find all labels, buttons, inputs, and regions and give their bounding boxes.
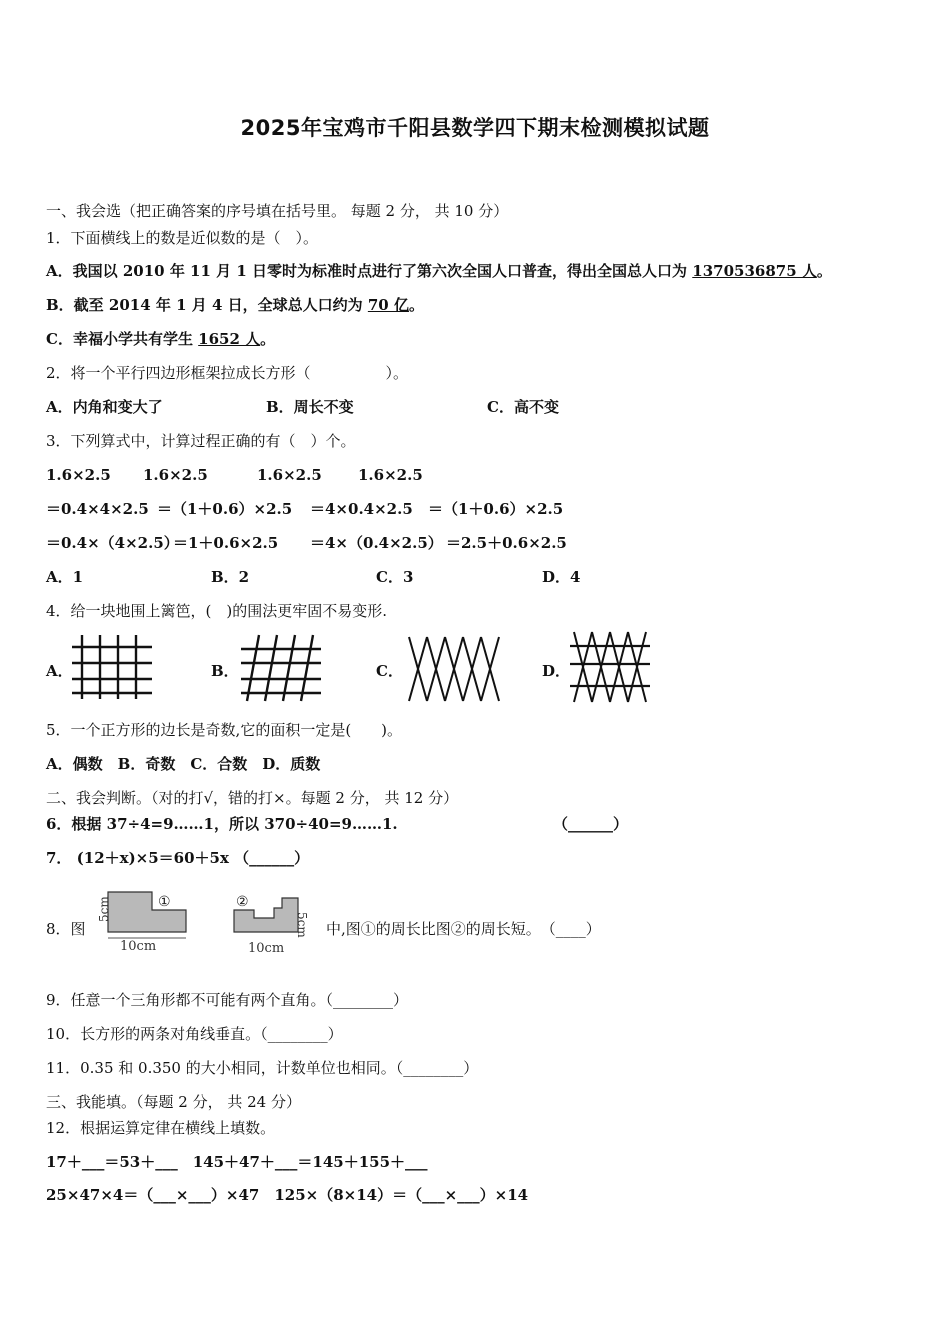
q4-label-d: D． [542, 662, 571, 680]
q8-fig2-height: 5cm [295, 912, 309, 938]
q3-r2-c1: ＝0.4×4×2.5 [46, 500, 149, 518]
q3-r1-c4: 1.6×2.5 [358, 466, 423, 484]
q3-option-d: D．4 [542, 568, 581, 586]
q2-stem: 2．将一个平行四边形框架拉成长方形（ ）。 [46, 364, 409, 382]
q3-r1-c3: 1.6×2.5 [257, 466, 322, 484]
q3-r1-c1: 1.6×2.5 [46, 466, 111, 484]
q4-label-c: C． [376, 662, 403, 680]
q1-b-end: 。 [408, 296, 424, 314]
q1-a-end: 。 [816, 262, 832, 280]
q12-stem: 12．根据运算定律在横线上填数。 [46, 1119, 276, 1137]
q3-r3-c1: ＝0.4×（4×2.5） [46, 534, 179, 552]
q1-b-number: 70 亿 [367, 296, 409, 314]
section-2-header: 二、我会判断。（对的打√，错的打×。每题 2 分， 共 12 分） [46, 789, 459, 807]
page-title: 2025年宝鸡市千阳县数学四下期末检测模拟试题 [240, 116, 710, 140]
q4-label-a: A． [46, 662, 73, 680]
q12-line-1: 17＋___＝53＋___ 145＋47＋___＝145＋155＋___ [46, 1153, 428, 1171]
q8-fig1-width: 10cm [120, 939, 157, 954]
fence-b-slanted-grid [237, 633, 323, 703]
q8-suffix: 中,图①的周长比图②的周长短。 （____） [326, 920, 601, 938]
section-3-header: 三、我能填。（每题 2 分， 共 24 分） [46, 1093, 301, 1111]
q1-option-c [46, 329, 275, 349]
q3-option-a: A．1 [46, 568, 84, 586]
q1-option-b [46, 295, 424, 315]
q8-figure-2 [230, 890, 324, 958]
q1-a-text: A．我国以 2010 年 11 月 1 日零时为标准时点进行了第六次全国人口普查，得出全国总人口为 [46, 262, 693, 280]
q8-fig2-width: 10cm [248, 941, 285, 956]
q3-r3-c4: ＝2.5＋0.6×2.5 [446, 534, 567, 552]
q2-option-a: A．内角和变大了 [46, 398, 163, 416]
q8-fig2-label: ② [236, 894, 249, 910]
q3-option-b: B．2 [211, 568, 250, 586]
q3-r3-c3: ＝4×（0.4×2.5） [310, 534, 443, 552]
fence-c-cross-lattice [405, 633, 505, 705]
q8-figure-1 [88, 888, 194, 956]
q8-prefix: 8．图 [46, 920, 86, 938]
q4-label-b: B． [211, 662, 239, 680]
q2-option-c: C．高不变 [487, 398, 559, 416]
q8-fig1-height: 5cm [97, 896, 111, 922]
q6-answer-blank[interactable]: （______） [553, 815, 629, 833]
q10-stem: 10．长方形的两条对角线垂直。（________） [46, 1025, 343, 1043]
section-1-header: 一、我会选（把正确答案的序号填在括号里。 每题 2 分， 共 10 分） [46, 202, 509, 220]
q7-stem: 7． (12＋x)×5＝60＋5x （______） [46, 849, 310, 867]
q6-stem: 6．根据 37÷4=9……1，所以 370÷40=9……1. [46, 815, 398, 833]
q4-stem: 4．给一块地围上篱笆，( )的围法更牢固不易变形. [46, 602, 388, 620]
q1-b-text: B．截至 2014 年 1 月 4 日，全球总人口约为 [46, 296, 368, 314]
q1-c-end: 。 [260, 330, 276, 348]
q5-options: A．偶数 B．奇数 C．合数 D．质数 [46, 755, 321, 773]
q3-r2-c3: ＝4×0.4×2.5 [310, 500, 413, 518]
q5-stem: 5．一个正方形的边长是奇数,它的面积一定是( )。 [46, 721, 403, 739]
q3-r2-c2: ＝（1＋0.6）×2.5 [157, 500, 293, 518]
q1-a-number: 1370536875 人 [692, 262, 817, 280]
q2-option-b: B．周长不变 [266, 398, 354, 416]
q3-r1-c2: 1.6×2.5 [143, 466, 208, 484]
q1-c-number: 1652 人 [198, 330, 261, 348]
q1-c-text: C．幸福小学共有学生 [46, 330, 199, 348]
q12-line-2: 25×47×4＝（___×___）×47 125×（8×14）＝（___×___）×14 [46, 1186, 529, 1204]
fence-d-cross-lattice-with-rails [568, 630, 652, 704]
q11-stem: 11．0.35 和 0.350 的大小相同，计数单位也相同。（________） [46, 1059, 479, 1077]
q3-stem: 3．下列算式中，计算过程正确的有（ ）个。 [46, 432, 356, 450]
q3-option-c: C．3 [376, 568, 414, 586]
q1-stem: 1．下面横线上的数是近似数的是（ ）。 [46, 229, 319, 247]
q9-stem: 9．任意一个三角形都不可能有两个直角。（________） [46, 991, 409, 1009]
q1-option-a [46, 261, 832, 281]
q3-r3-c2: ＝1＋0.6×2.5 [173, 534, 279, 552]
fence-a-square-grid [70, 633, 154, 701]
q8-fig1-label: ① [158, 894, 171, 910]
q3-r2-c4: ＝（1＋0.6）×2.5 [428, 500, 564, 518]
